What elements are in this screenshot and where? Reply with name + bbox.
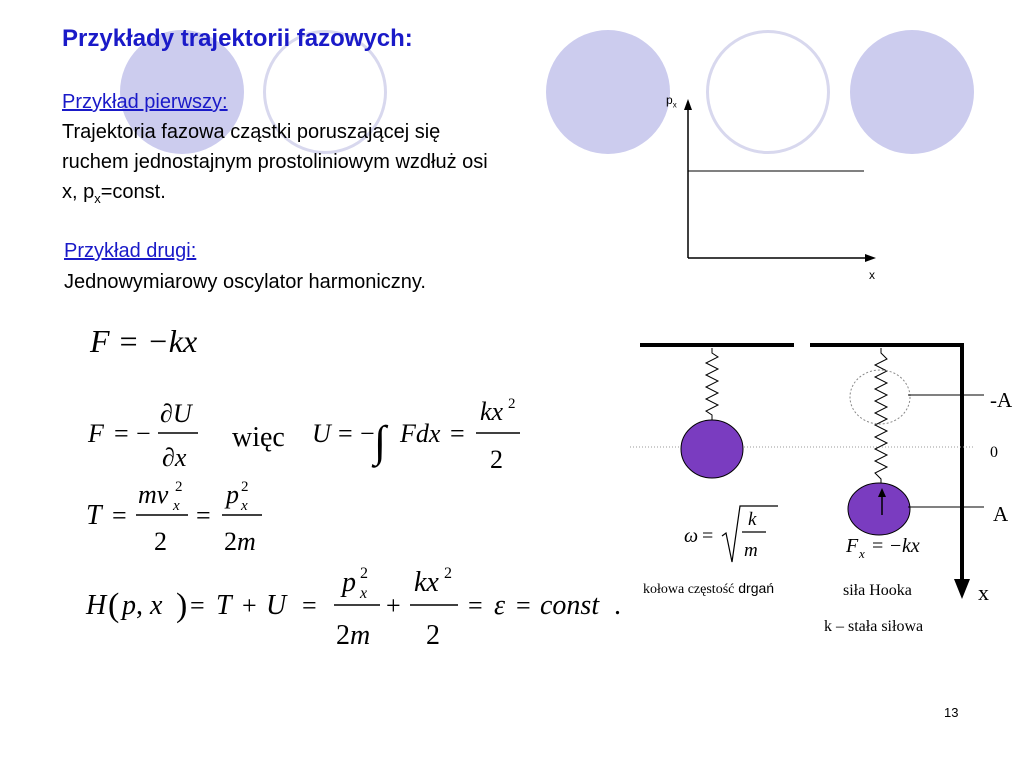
svg-text:x: x bbox=[360, 585, 368, 602]
svg-text:−: − bbox=[360, 419, 375, 448]
svg-text:p, x: p, x bbox=[122, 590, 163, 621]
spring-right bbox=[875, 348, 887, 485]
svg-text:): ) bbox=[176, 587, 188, 624]
phase-plot bbox=[660, 90, 900, 290]
svg-text:2: 2 bbox=[508, 396, 516, 412]
hooke-caption: siła Hooka bbox=[843, 582, 912, 599]
mass-left bbox=[681, 420, 743, 478]
spring-left bbox=[706, 348, 718, 421]
constant-caption: k – stała siłowa bbox=[824, 618, 924, 635]
phase-plot-y-label: $p_x$ bbox=[666, 93, 677, 110]
force-equation: F = −kx bbox=[90, 323, 198, 359]
svg-text:p: p bbox=[226, 480, 239, 509]
svg-text:2m: 2m bbox=[336, 620, 371, 651]
svg-text:2: 2 bbox=[154, 527, 167, 556]
svg-text:=: = bbox=[450, 419, 465, 448]
label-zero: 0 bbox=[990, 444, 998, 461]
hamiltonian-equation bbox=[84, 558, 634, 658]
svg-text:−: − bbox=[136, 419, 151, 448]
svg-text:=: = bbox=[702, 525, 714, 547]
svg-text:H: H bbox=[86, 590, 107, 621]
svg-text:=: = bbox=[338, 419, 353, 448]
example1-line1: Trajektoria fazowa cząstki poruszającej się bbox=[62, 121, 441, 143]
slide-title: Przykłady trajektorii fazowych: bbox=[62, 25, 413, 52]
svg-text:F: F bbox=[846, 535, 859, 557]
example1-text bbox=[62, 117, 632, 214]
example2-heading[interactable]: Przykład drugi: bbox=[64, 240, 197, 262]
svg-text:−: − bbox=[890, 535, 902, 557]
svg-text:x: x bbox=[173, 498, 180, 514]
svg-text:2: 2 bbox=[490, 445, 503, 474]
svg-text:p: p bbox=[342, 567, 356, 598]
svg-text:=: = bbox=[196, 501, 211, 530]
svg-text:2: 2 bbox=[360, 565, 368, 582]
svg-text:∂x: ∂x bbox=[162, 443, 187, 472]
svg-text:k: k bbox=[748, 509, 757, 530]
phase-plot-x-label: x bbox=[869, 268, 875, 282]
hooke-formula bbox=[842, 530, 942, 564]
svg-text:U: U bbox=[312, 419, 331, 448]
example1-heading[interactable]: Przykład pierwszy: bbox=[62, 91, 228, 113]
svg-text:ε: ε bbox=[494, 590, 506, 621]
svg-text:=: = bbox=[302, 591, 317, 620]
svg-text:ω: ω bbox=[684, 525, 699, 547]
wiec-word: więc bbox=[232, 422, 285, 453]
svg-text:2: 2 bbox=[241, 479, 249, 495]
label-a: A bbox=[993, 502, 1009, 526]
svg-text:(: ( bbox=[108, 587, 120, 624]
svg-text:+: + bbox=[242, 591, 257, 620]
svg-text:=: = bbox=[516, 591, 531, 620]
page-number: 13 bbox=[944, 705, 959, 720]
example1-line3: x, $p_x=const$. bbox=[62, 181, 166, 206]
example1-line2: ruchem jednostajnym prostoliniowym wzdłuż osi bbox=[62, 151, 488, 173]
svg-text:U: U bbox=[266, 590, 287, 621]
svg-text:kx: kx bbox=[902, 535, 920, 557]
mass-right bbox=[848, 483, 910, 535]
svg-text:kx: kx bbox=[414, 567, 439, 598]
svg-text:2m: 2m bbox=[224, 527, 256, 556]
omega-formula bbox=[680, 498, 790, 568]
svg-text:2: 2 bbox=[444, 565, 452, 582]
svg-text:mv: mv bbox=[138, 480, 169, 509]
svg-text:.: . bbox=[614, 590, 621, 621]
svg-text:=: = bbox=[114, 419, 129, 448]
svg-text:2: 2 bbox=[426, 620, 440, 651]
kinetic-equation bbox=[84, 477, 284, 557]
svg-text:x: x bbox=[859, 546, 865, 561]
svg-text:m: m bbox=[744, 540, 758, 561]
potential-equation bbox=[84, 390, 544, 480]
svg-text:=: = bbox=[112, 501, 127, 530]
example2-description: Jednowymiarowy oscylator harmoniczny. bbox=[64, 271, 426, 293]
svg-text:∫: ∫ bbox=[374, 417, 387, 466]
svg-text:F: F bbox=[88, 419, 104, 448]
svg-text:x: x bbox=[241, 498, 248, 514]
svg-text:kx: kx bbox=[480, 397, 504, 426]
label-minus-a: -A bbox=[990, 388, 1013, 412]
svg-text:=: = bbox=[190, 591, 205, 620]
svg-text:Fdx: Fdx bbox=[400, 419, 441, 448]
svg-text:const: const bbox=[540, 590, 600, 621]
omega-caption: kołowa częstość drgań bbox=[643, 580, 775, 597]
svg-text:2: 2 bbox=[175, 479, 183, 495]
x-axis-label: x bbox=[978, 580, 989, 605]
svg-text:T: T bbox=[86, 500, 102, 531]
svg-text:=: = bbox=[872, 535, 884, 557]
svg-text:=: = bbox=[468, 591, 483, 620]
svg-text:∂U: ∂U bbox=[160, 399, 192, 428]
svg-text:T: T bbox=[216, 590, 232, 621]
svg-text:+: + bbox=[386, 591, 401, 620]
